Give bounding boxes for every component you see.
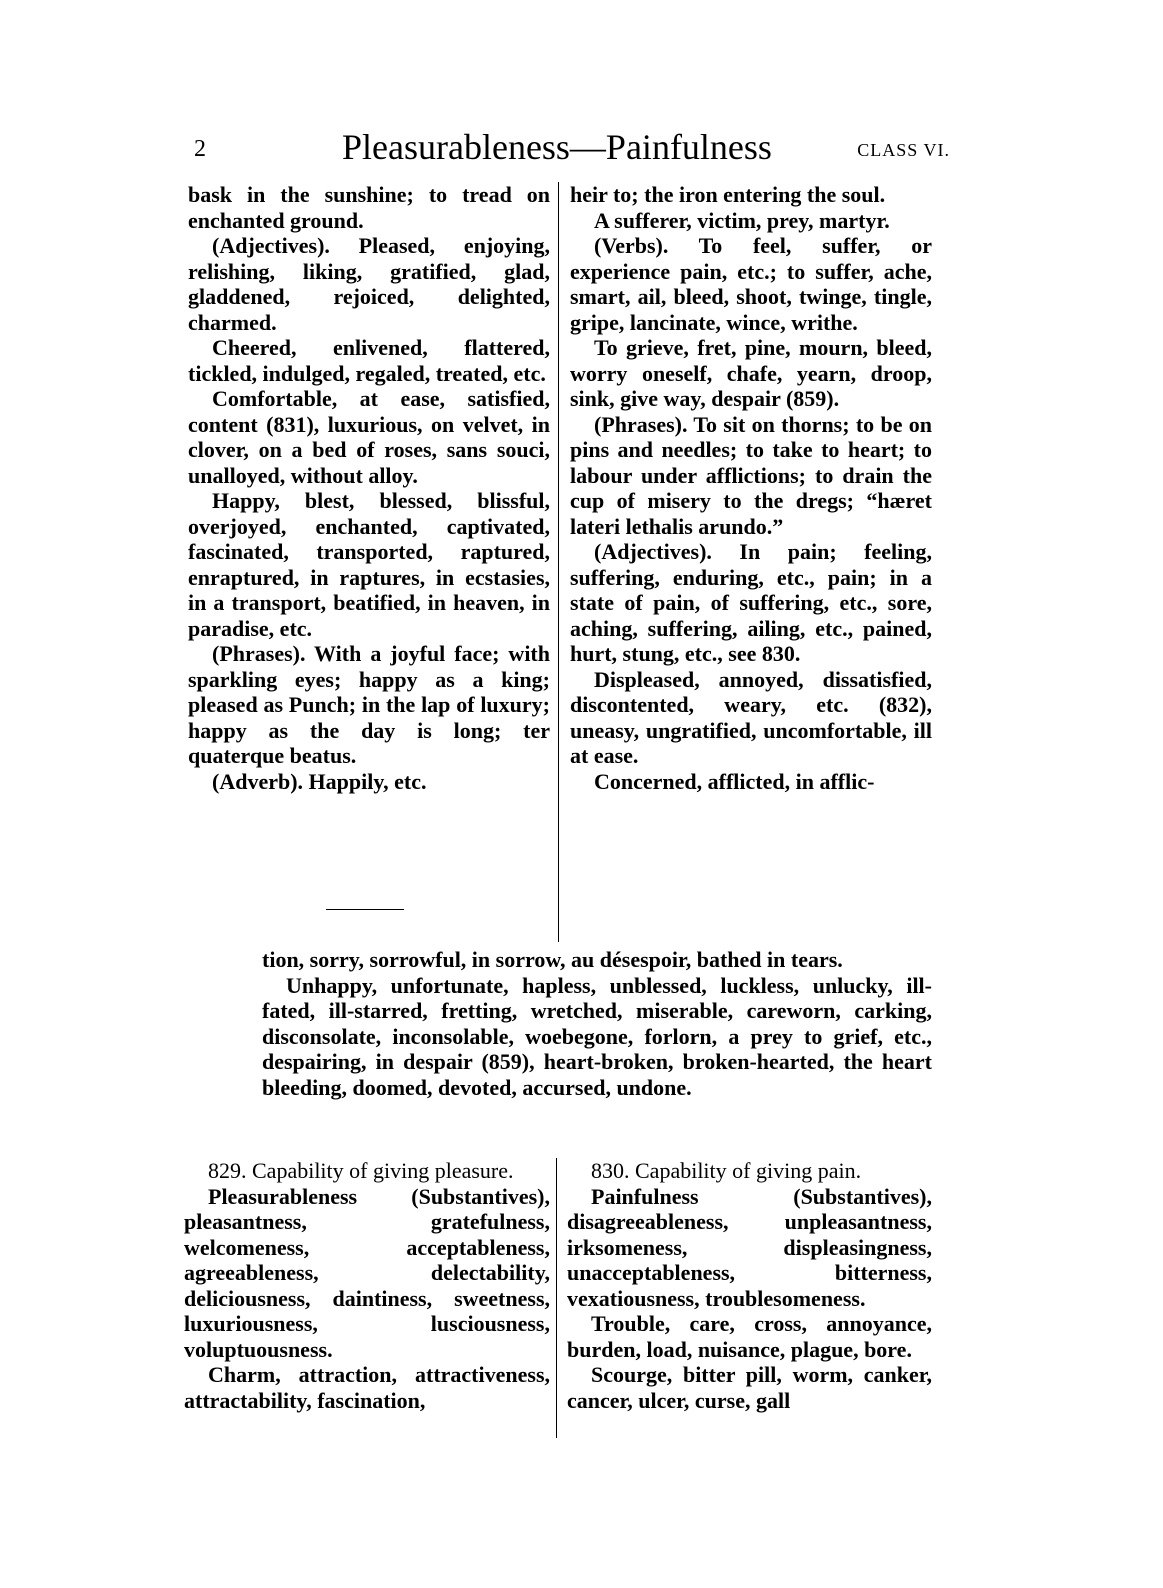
right-paragraph: heir to; the iron entering the soul.: [570, 182, 886, 207]
left-paragraph: Happy, blest, blessed, blissful, overjoyed, enchanted, captivated, fascinated, transported, raptured, enraptured, in raptures, in ecstasies, in a transport, beatified, in heaven, in paradise, etc.: [188, 488, 550, 641]
section-paragraph: Charm, attraction, attractiveness, attractability, fascination,: [184, 1362, 550, 1413]
section-heading: 830. Capability of giving pain.: [591, 1158, 862, 1183]
left-paragraph: (Adverb). Happily, etc.: [212, 768, 427, 794]
section-paragraph: Trouble, care, cross, annoyance, burden, load, nuisance, plague, bore.: [567, 1311, 932, 1362]
section-829: [184, 1158, 550, 1413]
section-paragraph: Pleasurableness (Substantives), pleasantness, gratefulness, welcomeness, acceptableness, agreeableness, delectability, deliciousness, daintiness, sweetness, luxuriousness, lusciousness, voluptuousness.: [184, 1183, 550, 1362]
right-paragraph: (Verbs). To feel, suffer, or experience pain, etc.; to suffer, ache, smart, ail, bleed, shoot, twinge, tingle, gripe, lancinate, wince, writhe.: [570, 233, 932, 335]
right-paragraph: To grieve, fret, pine, mourn, bleed, worry oneself, chafe, yearn, droop, sink, give way, despair (859).: [570, 335, 932, 411]
column-divider: [558, 182, 559, 942]
left-paragraph: Cheered, enlivened, flattered, tickled, indulged, regaled, treated, etc.: [188, 335, 550, 386]
full-paragraph: tion, sorry, sorrowful, in sorrow, au désespoir, bathed in tears.: [262, 947, 843, 972]
full-width-text: [262, 947, 932, 1100]
right-paragraph: (Adjectives). In pain; feeling, suffering, enduring, etc., pain; in a state of pain, of suffering, etc., sore, aching, suffering, ailing, etc., pained, hurt, stung, etc., see 830.: [570, 539, 932, 666]
right-paragraph: (Phrases). To sit on thorns; to be on pins and needles; to take to heart; to labour under afflictions; to drain the cup of misery to the dregs; “hæret lateri lethalis arundo.”: [570, 411, 932, 539]
section-paragraph: Scourge, bitter pill, worm, canker, cancer, ulcer, curse, gall: [567, 1362, 932, 1413]
class-label: CLASS VI.: [857, 140, 950, 160]
page-number: 2: [194, 136, 206, 162]
left-paragraph: Comfortable, at ease, satisfied, content (831), luxurious, on velvet, in clover, on a bed of roses, sans souci, unalloyed, without alloy.: [188, 386, 550, 488]
left-paragraph: (Adjectives). Pleased, enjoying, relishing, liking, gratified, glad, gladdened, rejoiced, delighted, charmed.: [188, 233, 550, 335]
full-paragraph: Unhappy, unfortunate, hapless, unblessed, luckless, unlucky, ill-fated, ill-starred, fretting, wretched, miserable, careworn, carking, disconsolate, inconsolable, woebegone, forlorn, a prey to grief, etc., despairing, in despair (859), heart-broken, broken-hearted, the heart bleeding, doomed, devoted, accursed, undone.: [262, 972, 932, 1100]
right-paragraph: Displeased, annoyed, dissatisfied, discontented, weary, etc. (832), uneasy, ungratified, uncomfortable, ill at ease.: [570, 666, 932, 768]
section-paragraph: Painfulness (Substantives), disagreeableness, unpleasantness, irksomeness, displeasingness, unacceptableness, bitterness, vexatiousness, troublesomeness.: [567, 1183, 932, 1311]
section-rule: [326, 909, 404, 910]
left-paragraph: bask in the sunshine; to tread on enchanted ground.: [188, 182, 550, 233]
left-paragraph: (Phrases). With a joyful face; with sparkling eyes; happy as a king; pleased as Punch; in the lap of luxury; happy as the day is long; ter quaterque beatus.: [188, 641, 550, 768]
section-830: [567, 1158, 932, 1413]
right-paragraph: Concerned, afflicted, in afflic-: [594, 768, 875, 794]
right-column: [570, 182, 932, 794]
column-divider: [556, 1158, 557, 1438]
page-header: [190, 126, 950, 176]
left-column: [188, 182, 550, 794]
page-title: Pleasurableness—Painfulness: [342, 127, 772, 167]
right-paragraph: A sufferer, victim, prey, martyr.: [594, 207, 890, 233]
section-heading: 829. Capability of giving pleasure.: [208, 1158, 514, 1183]
